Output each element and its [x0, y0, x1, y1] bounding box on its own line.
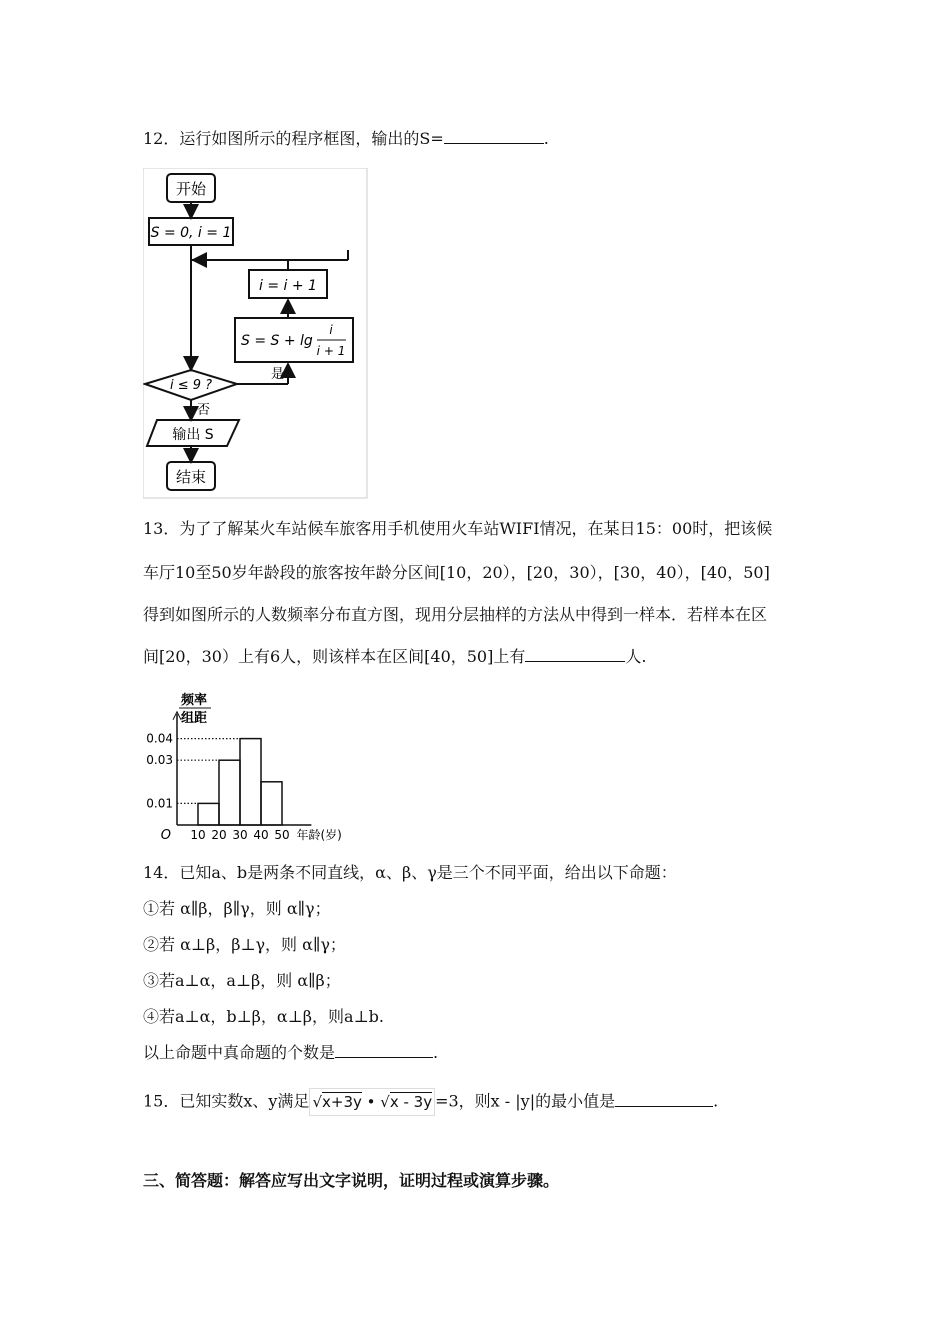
sqrt-symbol-2: √: [380, 1093, 390, 1111]
q12-answer-blank[interactable]: [444, 128, 544, 144]
q13-line-1: 13．为了了解某火车站候车旅客用手机使用火车站WIFI情况，在某日15：00时，把该候: [143, 519, 773, 538]
q14-line-1: 14．已知a、b是两条不同直线，α、β、γ是三个不同平面，给出以下命题：: [143, 863, 677, 882]
flowchart: [143, 168, 369, 500]
q13-line-2: 车厅10至50岁年龄段的旅客按年龄分区间[10，20），[20，30），[30，40），[40，50]: [143, 563, 770, 582]
q13-line-4: [143, 646, 646, 668]
flow-condition-label: i ≤ 9 ?: [169, 378, 213, 393]
q15-answer-blank[interactable]: [615, 1091, 713, 1107]
histogram: [143, 686, 365, 844]
q13-line-4-text: 间[20，30）上有6人，则该样本在区间[40，50]上有: [143, 647, 526, 666]
histogram-bar: [198, 803, 219, 825]
sqrt-symbol-1: √: [312, 1093, 322, 1111]
x-tick-label: 30: [232, 828, 248, 842]
q13-answer-blank[interactable]: [525, 646, 625, 662]
q14-answer-blank[interactable]: [335, 1042, 433, 1058]
q14-last-text: 以上命题中真命题的个数是: [143, 1043, 336, 1062]
q14-prop-3: ③若a⊥α，a⊥β，则 α∥β；: [143, 971, 341, 990]
q14-prop-2: ②若 α⊥β，β⊥γ，则 α∥γ；: [143, 935, 346, 954]
y-label-numerator: 频率: [181, 693, 208, 708]
histogram-bar: [219, 760, 240, 825]
x-axis-label: 年龄(岁): [296, 828, 342, 842]
q15-sqrt-expression: √x+3y • √x - 3y: [309, 1088, 435, 1116]
y-tick-label: 0.04: [146, 731, 173, 746]
flow-no-label: 否: [197, 403, 211, 418]
histogram-bar: [261, 782, 282, 825]
flow-end-label: 结束: [175, 468, 207, 486]
q15-sqrt1: x+3y: [322, 1093, 362, 1111]
q15-line: [143, 1088, 718, 1116]
q15-prefix: 15．已知实数x、y满足: [143, 1091, 310, 1111]
flow-init-label: S = 0, i = 1: [150, 225, 232, 241]
q12-text: 12．运行如图所示的程序框图，输出的S=: [143, 129, 444, 148]
flow-update-numerator: i: [329, 323, 333, 337]
y-tick-label: 0.01: [146, 796, 173, 811]
q15-end: .: [713, 1091, 719, 1111]
q12-end: .: [543, 129, 549, 148]
origin-label: O: [160, 828, 171, 843]
x-tick-label: 20: [211, 828, 227, 842]
q15-suffix: =3，则x - |y|的最小值是: [435, 1091, 616, 1111]
flow-update-denominator: i + 1: [316, 344, 346, 358]
x-tick-label: 10: [190, 828, 206, 842]
q14-last-line: [143, 1042, 438, 1064]
section-3-heading: 三、简答题：解答应写出文字说明，证明过程或演算步骤。: [143, 1171, 560, 1190]
flow-increment-label: i = i + 1: [259, 278, 317, 294]
x-tick-label: 40: [253, 828, 269, 842]
q13-line-3: 得到如图所示的人数频率分布直方图，现用分层抽样的方法从中得到一样本．若样本在区: [143, 605, 768, 624]
flow-update-label: S = S + lg: [241, 333, 313, 349]
y-tick-label: 0.03: [146, 753, 173, 768]
q14-prop-4: ④若a⊥α，b⊥β，α⊥β，则a⊥b.: [143, 1007, 384, 1026]
histogram-bar: [240, 739, 261, 825]
q12-line: [143, 128, 549, 150]
q13-end: 人.: [625, 647, 647, 666]
q14-end: .: [433, 1043, 439, 1062]
y-label-denominator: 组距: [181, 711, 208, 726]
q15-sqrt2: x - 3y: [389, 1093, 433, 1111]
flow-yes-label: 是: [271, 367, 285, 382]
flow-start-label: 开始: [175, 180, 207, 198]
q14-prop-1: ①若 α∥β，β∥γ，则 α∥γ；: [143, 899, 331, 918]
flow-output-label: 输出 S: [172, 427, 214, 443]
x-tick-label: 50: [274, 828, 290, 842]
